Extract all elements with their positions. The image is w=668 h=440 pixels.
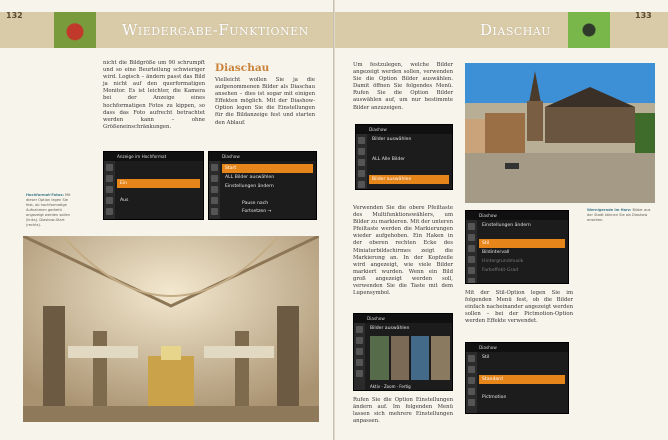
menu-title: Diashow (466, 211, 568, 220)
menu-title: Diashow (354, 314, 452, 323)
camera-menu-bilder-auswaehlen (355, 124, 453, 190)
menu-item-aus[interactable]: Aus (120, 198, 129, 203)
menu-sidebar-icons (356, 134, 367, 189)
menu-item-standard[interactable]: Standard (479, 375, 565, 384)
menu-item-farbeffekt[interactable]: Farbeffekt-Grad (482, 268, 519, 273)
right-text-col2: Mit der Stil-Option legen Sie im folgenden Menü fest, ob die Bilder einfach nacheinander angezeigt werden sollen – bei der Pictmotion-Option werden Effekte verwendet. (465, 290, 573, 325)
page-number-left: 132 (6, 11, 23, 20)
right-text-col1b: Verwenden Sie die obere Pfeiltaste des Multifunktionswählers, um Bilder zu markieren. Mit der unteren Pfeiltaste werden die Markierungen wieder aufgehoben. Ein Haken in der oberen rechten Ecke des Miniaturbildschirmes zeigt die Markierung an. In der Kopfzeile wird angezeigt, wie viele Bilder markiert wurden. Wenn ein Bild groß angezeigt werden soll, verwenden Sie die Taste mit dem Lupensymbol. (353, 205, 453, 297)
menu-heading: Stil (482, 355, 490, 360)
fly-thumbnail (568, 12, 610, 48)
caption-text: Mit dieser Option legen Sie fest, ob hochformatige Aufnahmen gedreht angezeigt werden sollen (links). Diashow-Start (rechts). (26, 193, 71, 227)
caption-title: Hochformat-Fotos: (26, 193, 64, 197)
town-hall-photo (465, 63, 655, 203)
ladybug-thumbnail (54, 12, 96, 48)
menu-sidebar-icons (354, 323, 365, 390)
menu-item-fortsetzen[interactable]: Fortsetzen → (242, 209, 272, 214)
left-text-col1: nicht die Bildgröße um 90 schrumpft und so eine Beurteilung schwieriger wird. Logisch – ändern passt das Bild ja nicht auf den querformatigen Monitor. Es ist leichter, die Kamera bei der Anzeige eines hochformatigen Fotos zu kippen, so dass das Foto aufrecht betrachtet werden kann – ohne Größeneinschränkungen. (103, 60, 205, 130)
camera-menu-hochformat (103, 151, 204, 220)
left-page (0, 0, 333, 440)
menu-item-bilder-auswaehlen[interactable]: Bilder auswählen (369, 175, 449, 184)
caption-text: Bilder aus der Stadt können Sie als Diashow ansehen. (587, 208, 651, 222)
menu-item-pause[interactable]: Pause nach (242, 201, 269, 206)
menu-heading: Bilder auswählen (370, 326, 410, 331)
menu-item-bilder-auswaehlen[interactable]: ALL Bilder auswählen (225, 175, 275, 180)
right-page (335, 0, 668, 440)
menu-footer: Aktiv · Zoom · Fertig (370, 384, 411, 389)
page-number-right: 133 (635, 11, 652, 20)
church-interior-photo (23, 236, 319, 422)
menu-item-ein[interactable]: Ein (117, 179, 200, 188)
menu-title: Diashow (209, 152, 316, 161)
camera-menu-stil (465, 342, 569, 414)
menu-title: Diashow (466, 343, 568, 352)
thumbnail-grid[interactable] (370, 336, 450, 380)
section-title-diaschau: Diaschau (215, 62, 270, 74)
menu-item-start[interactable]: Start (222, 164, 313, 173)
left-text-col2: Vielleicht wollen Sie ja die aufgenommenen Bilder als Diaschau ansehen – dies ist sogar mit einigen Effekten möglich. Mit der Diashow-Option legen Sie die Einstellungen für die Bildanzeige fest und starten den Ablauf. (215, 77, 315, 126)
figure-caption-right (587, 208, 655, 223)
menu-heading: Bilder auswählen (372, 137, 412, 142)
camera-menu-einstellungen (465, 210, 569, 284)
caption-title: Wernigerode im Harz: (587, 208, 632, 212)
menu-title: Anzeige im Hochformat (104, 152, 203, 161)
menu-sidebar-icons (104, 161, 115, 219)
left-header-title: Wiedergabe-Funktionen (122, 21, 309, 39)
menu-sidebar-icons (209, 161, 220, 219)
menu-item-pictmotion[interactable]: Pictmotion (482, 395, 507, 400)
right-text-col1: Um festzulegen, welche Bilder angezeigt werden sollen, verwenden Sie die Option Bilder auswählen. Damit öffnen Sie folgendes Menü. Rufen Sie die Option Bilder auswählen auf, um nur bestimmte Bilder anzuzeigen. (353, 62, 453, 111)
menu-item-stil[interactable]: Stil (479, 239, 565, 248)
right-header-title: Diaschau (480, 21, 552, 39)
menu-item-alle-bilder[interactable]: ALL Alle Bilder (372, 157, 406, 162)
menu-item-einstellungen[interactable]: Einstellungen ändern (225, 184, 274, 189)
menu-title: Diashow (356, 125, 452, 134)
camera-menu-thumbnails (353, 313, 453, 391)
figure-caption-left (26, 193, 74, 228)
menu-item-bildintervall[interactable]: Bildintervall (482, 250, 510, 255)
right-text-col1c: Rufen Sie die Option Einstellungen ändern auf. Im folgenden Menü lassen sich mehrere Einstellungen anpassen. (353, 397, 453, 425)
camera-menu-diashow-start (208, 151, 317, 220)
menu-heading: Einstellungen ändern (482, 223, 531, 228)
menu-sidebar-icons (466, 352, 477, 413)
menu-item-hintergrundmusik[interactable]: Hintergrundmusik (482, 259, 524, 264)
menu-sidebar-icons (466, 220, 477, 283)
